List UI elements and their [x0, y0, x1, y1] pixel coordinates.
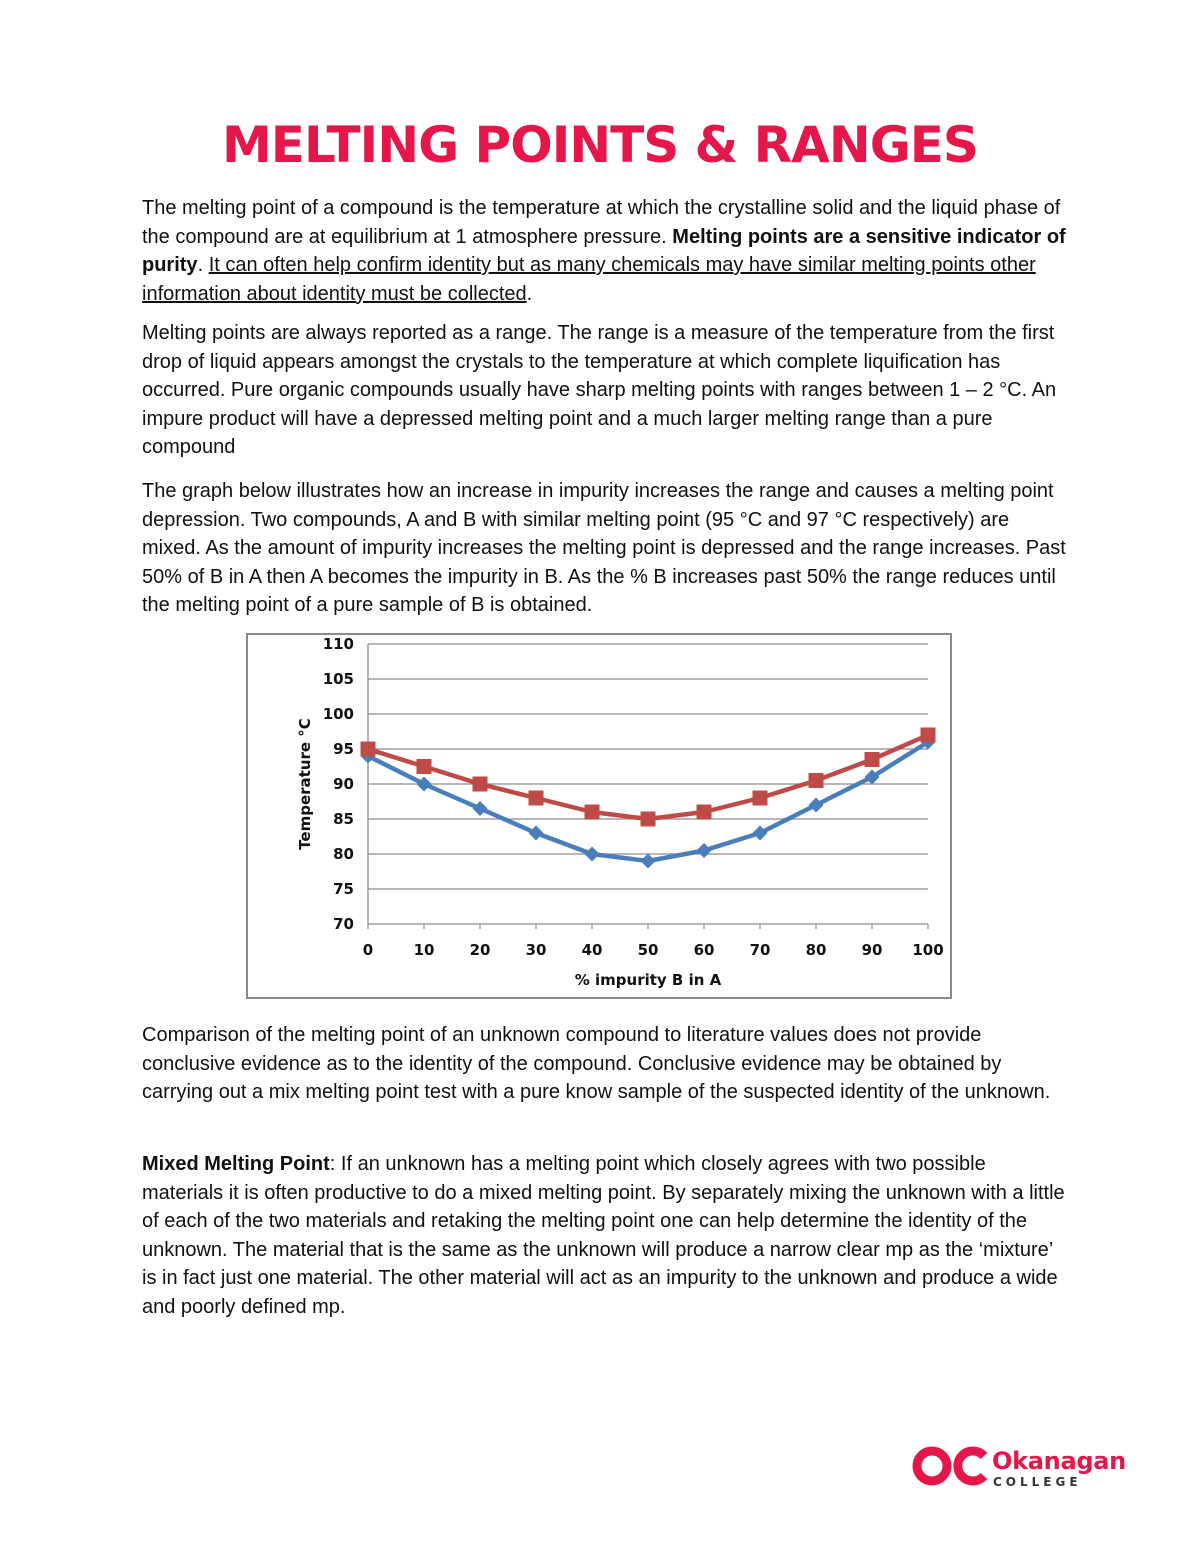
punctuation: . [197, 254, 209, 277]
y-tick-label: 100 [322, 705, 354, 723]
melting-point-chart [246, 633, 952, 999]
x-tick-label: 10 [413, 941, 435, 959]
x-tick-label: 50 [637, 941, 659, 959]
data-point-square [417, 760, 431, 774]
data-point-square [641, 812, 655, 826]
x-tick-label: 80 [805, 941, 827, 959]
series-line-2 [368, 735, 928, 819]
data-point-diamond [753, 826, 768, 841]
y-tick-label: 70 [333, 915, 354, 933]
data-point-square [921, 728, 935, 742]
data-point-diamond [417, 777, 432, 792]
paragraph-text: : If an unknown has a melting point which closely agrees with two possible materials it is often productive to do a mixed melting point. By separately mixing the unknown with a little of each of the two materials and retaking the melting point one can help determine the identity of the unknown. The material that is the same as the unknown will produce a narrow clear mp as the ‘mixture’ is in fact just one material. The other material will act as an impurity to the unknown and produce a wide and poorly defined mp. [142, 1153, 1065, 1318]
paragraph-graph-description: The graph below illustrates how an increase in impurity increases the range and causes a melting point depression. Two compounds, A and B with similar melting point (95 °C and 97 °C respectively) are mixed. As the amount of impurity increases the melting point is depressed and the range increases. Past 50% of B in A then A becomes the impurity in B. As the % B increases past 50% the range reduces until the melting point of a pure sample of B is obtained. [142, 480, 1066, 617]
y-tick-label: 90 [333, 775, 354, 793]
data-point-square [753, 791, 767, 805]
data-point-square [361, 742, 375, 756]
x-tick-label: 0 [362, 941, 374, 959]
page-title: MELTING POINTS & RANGES [222, 116, 978, 174]
y-tick-label: 105 [322, 670, 354, 688]
underlined-statement: It can often help confirm identity but as many chemicals may have similar melting points other information about identity must be collected [142, 254, 1036, 305]
data-point-square [585, 805, 599, 819]
x-axis-label: % impurity B in A [574, 971, 722, 989]
bold-statement: Melting points are a sensitive indicator of purity [142, 225, 1066, 277]
y-tick-label: 95 [333, 740, 354, 758]
y-tick-label: 110 [322, 635, 354, 653]
data-point-diamond [529, 826, 544, 841]
data-point-square [697, 805, 711, 819]
data-point-square [529, 791, 543, 805]
data-point-diamond [473, 801, 488, 816]
x-tick-label: 20 [469, 941, 491, 959]
x-tick-label: 60 [693, 941, 715, 959]
paragraph-mixed-melting-point [142, 1150, 1072, 1322]
paragraph-text: The melting point of a compound is the temperature at which the crystalline solid and the liquid phase of the compound are at equilibrium at 1 atmosphere pressure. [142, 197, 1061, 248]
okanagan-college-logo [912, 1445, 1132, 1495]
y-axis-label: Temperature °C [296, 718, 314, 850]
logo-subtitle: COLLEGE [993, 1475, 1082, 1489]
term-mixed-melting-point: Mixed Melting Point [142, 1153, 330, 1175]
x-tick-label: 90 [861, 941, 883, 959]
x-tick-label: 100 [912, 941, 944, 959]
y-tick-label: 80 [333, 845, 354, 863]
x-tick-label: 70 [749, 941, 771, 959]
data-point-square [473, 777, 487, 791]
oc-logo-icon [912, 1445, 990, 1487]
paragraph-range: Melting points are always reported as a range. The range is a measure of the temperature from the first drop of liquid appears amongst the crystals to the temperature at which complete liquification has occurred. Pure organic compounds usually have sharp melting points with ranges between 1 – 2 °C. An impure product will have a depressed melting point and a much larger melting range than a pure compound [142, 322, 1057, 459]
x-tick-label: 30 [525, 941, 547, 959]
data-point-diamond [585, 847, 600, 862]
data-point-square [865, 753, 879, 767]
y-tick-label: 85 [333, 810, 354, 828]
data-point-diamond [641, 854, 656, 869]
y-tick-label: 75 [333, 880, 354, 898]
data-point-diamond [809, 798, 824, 813]
x-tick-label: 40 [581, 941, 603, 959]
series-line-1 [368, 742, 928, 861]
chart-canvas [248, 635, 950, 997]
paragraph-comparison: Comparison of the melting point of an unknown compound to literature values does not provide conclusive evidence as to the identity of the compound. Conclusive evidence may be obtained by carrying out a mix melting point test with a pure know sample of the suspected identity of the unknown. [142, 1024, 1051, 1104]
data-point-square [809, 774, 823, 788]
data-point-diamond [697, 843, 712, 858]
punctuation: . [526, 282, 533, 305]
logo-name: Okanagan [992, 1447, 1126, 1475]
paragraph-definition [142, 194, 1072, 308]
